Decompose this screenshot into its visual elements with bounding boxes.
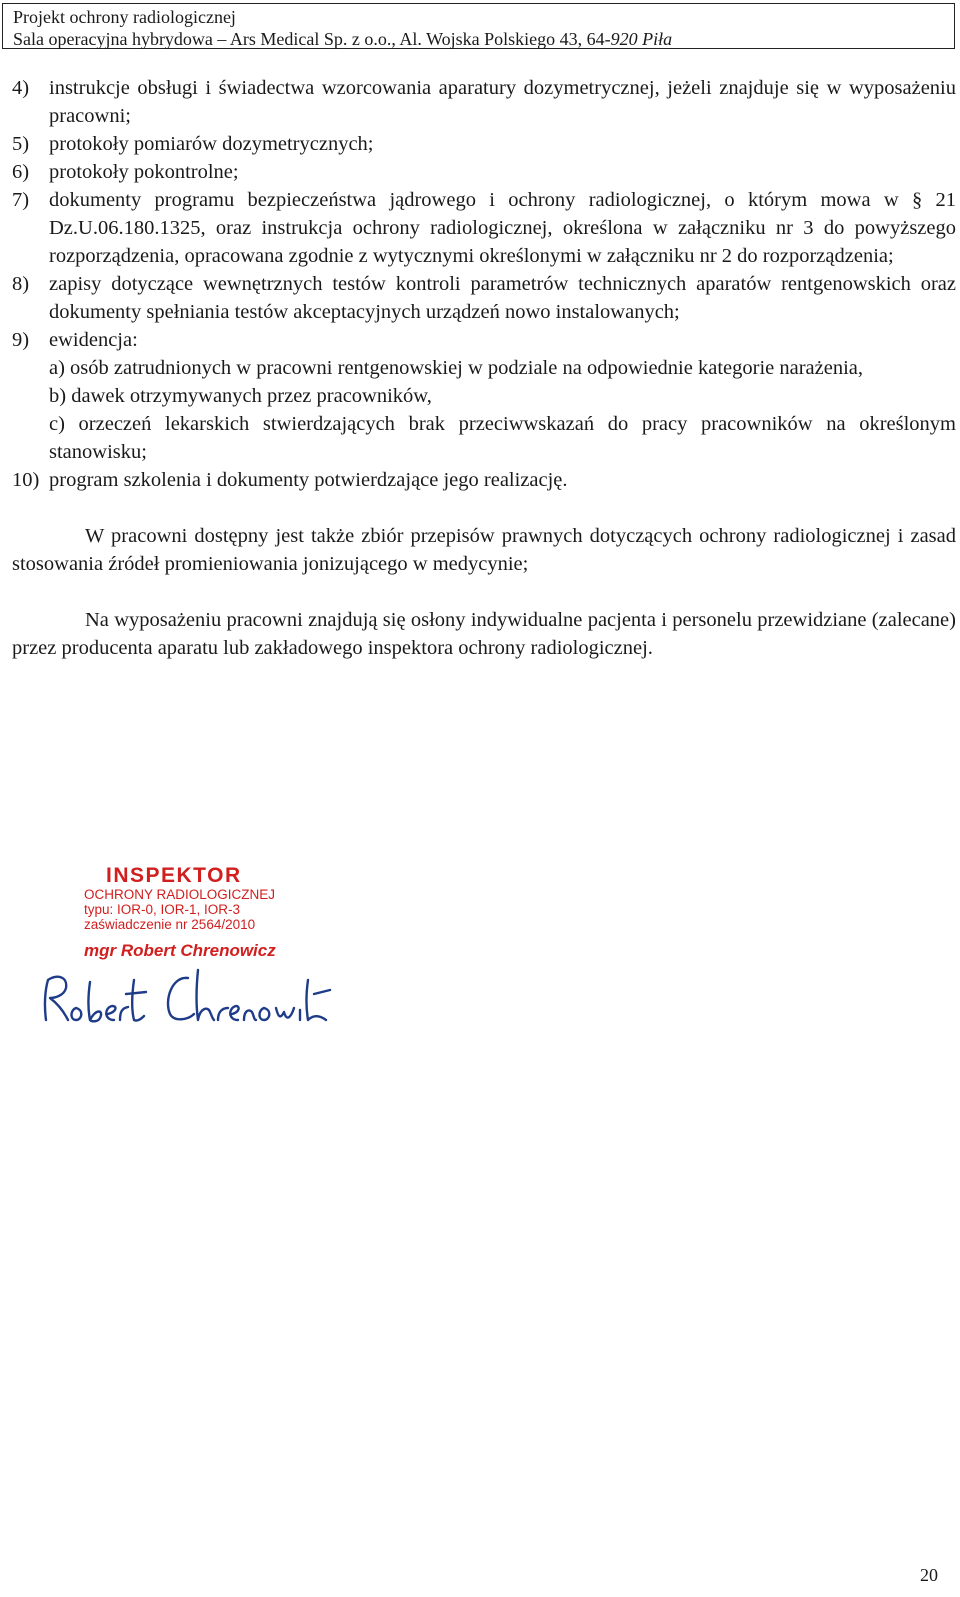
list-item — [12, 130, 956, 158]
sub-list-item: b) dawek otrzymywanych przez pracowników, — [49, 385, 432, 407]
list-item-number: 8) — [12, 273, 30, 295]
list-item-number: 6) — [12, 161, 30, 183]
header-address — [13, 28, 954, 50]
list-item — [12, 186, 956, 270]
paragraph: W pracowni dostępny jest także zbiór przepisów prawnych dotyczących ochrony radiologicznej i zasad stosowania źródeł promieniowania jonizującego w medycynie; — [12, 525, 956, 575]
header-address-main: Sala operacyjna hybrydowa – Ars Medical Sp. z o.o., Al. Wojska Polskiego 43, 64- — [13, 29, 611, 49]
handwritten-signature — [38, 960, 338, 1040]
list-item-number: 4) — [12, 77, 30, 99]
list-item-text: protokoły pomiarów dozymetrycznych; — [49, 133, 374, 155]
list-item-text: dokumenty programu bezpieczeństwa jądrowego i ochrony radiologicznej, o którym mowa w § 21 Dz.U.06.180.1325, oraz instrukcja ochrony radiologicznej, określona w załączniku nr 3 do powyższego rozporządzenia, opracowana zgodnie z wytycznymi określonymi w załączniku nr 2 do rozporządzenia; — [49, 189, 956, 267]
stamp-line: typu: IOR-0, IOR-1, IOR-3 — [84, 902, 241, 917]
list-item-text: zapisy dotyczące wewnętrznych testów kontroli parametrów technicznych aparatów rentgenowskich oraz dokumenty spełniania testów akceptacyjnych urządzeń nowo instalowanych; — [49, 273, 956, 323]
list-item-number: 7) — [12, 189, 30, 211]
inspector-stamp — [84, 865, 324, 961]
header-address-city: 920 Piła — [610, 29, 673, 49]
list-item-text: protokoły pokontrolne; — [49, 161, 239, 183]
list-item — [12, 466, 956, 494]
document-body — [12, 74, 956, 662]
stamp-name: mgr Robert Chrenowicz — [84, 941, 276, 960]
list-item-text: program szkolenia i dokumenty potwierdzające jego realizację. — [49, 469, 568, 491]
list-item-number: 9) — [12, 329, 30, 351]
list-item — [12, 158, 956, 186]
page-number: 20 — [920, 1565, 938, 1585]
list-item — [12, 326, 956, 354]
stamp-line: zaświadczenie nr 2564/2010 — [84, 917, 256, 932]
list-item-number: 5) — [12, 133, 30, 155]
header-title: Projekt ochrony radiologicznej — [13, 7, 236, 27]
list-item — [12, 74, 956, 130]
sub-list-item: c) orzeczeń lekarskich stwierdzających brak przeciwwskazań do pracy pracowników na określonym stanowisku; — [49, 413, 956, 463]
list-item-text: instrukcje obsługi i świadectwa wzorcowania aparatury dozymetrycznej, jeżeli znajduje się w wyposażeniu pracowni; — [49, 77, 956, 127]
page-header — [2, 3, 955, 49]
list-item-number: 10) — [12, 469, 40, 491]
sub-list-item: a) osób zatrudnionych w pracowni rentgenowskiej w podziale na odpowiednie kategorie narażenia, — [49, 357, 864, 379]
list-item — [12, 270, 956, 326]
paragraph: Na wyposażeniu pracowni znajdują się osłony indywidualne pacjenta i personelu przewidziane (zalecane) przez producenta aparatu lub zakładowego inspektora ochrony radiologicznej. — [12, 609, 956, 659]
stamp-title: INSPEKTOR — [106, 864, 242, 887]
stamp-line: OCHRONY RADIOLOGICZNEJ — [84, 887, 276, 902]
list-item-text: ewidencja: — [49, 329, 138, 351]
